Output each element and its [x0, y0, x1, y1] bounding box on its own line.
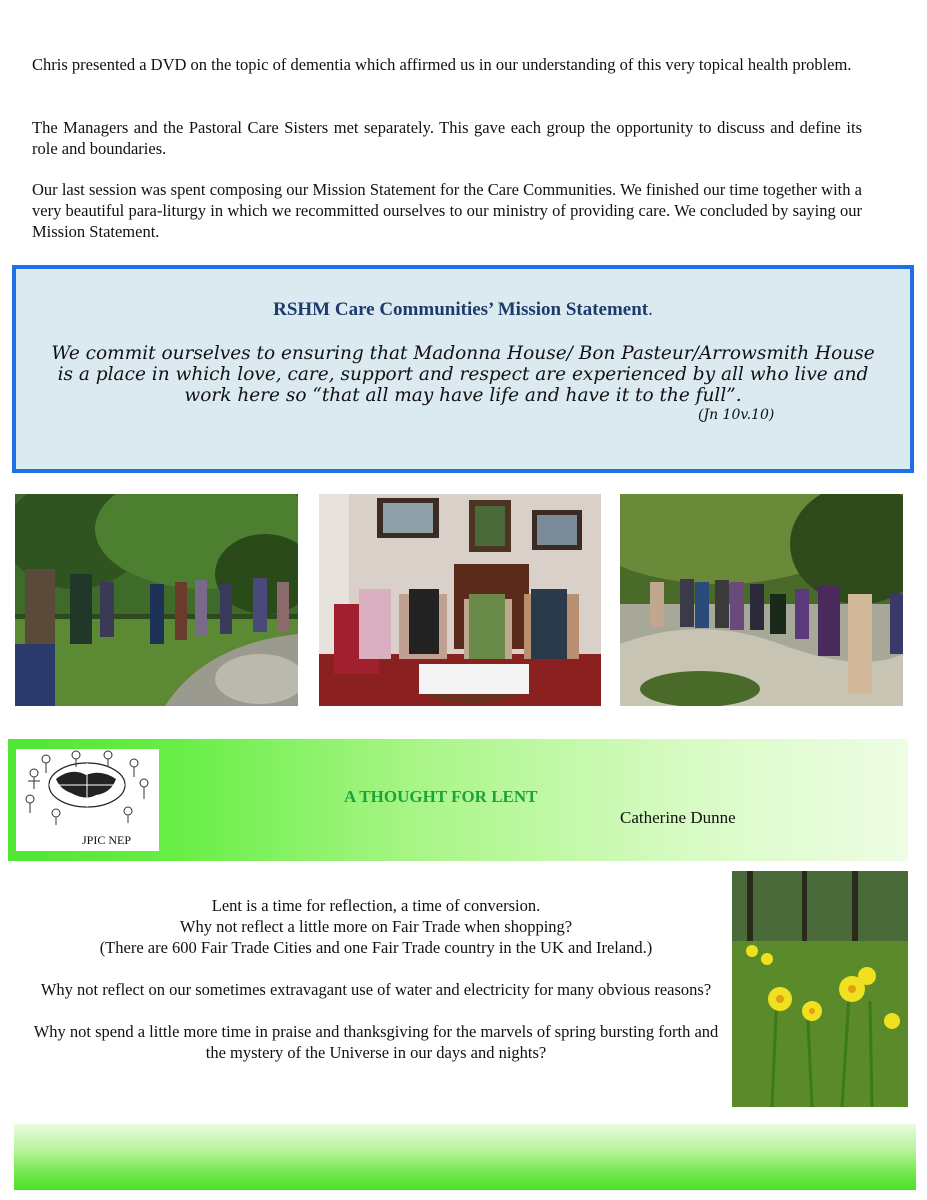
mission-title	[16, 299, 910, 321]
woodland-walk-photo	[620, 494, 903, 706]
mission-text: We commit ourselves to ensuring that Madonna House/ Bon Pasteur/Arrowsmith House is a place in which love, care, support and respect are experienced by all who live and work here so “that all may have life and have it to the full”.	[51, 343, 875, 406]
intro-paragraph-managers: The Managers and the Pastoral Care Sisters met separately. This gave each group the opportunity to discuss and define its role and boundaries.	[32, 118, 862, 158]
lent-title: A THOUGHT FOR LENT	[344, 787, 538, 806]
garden-gathering-photo	[15, 494, 298, 706]
lent-banner	[8, 739, 908, 861]
lent-line: Why not reflect a little more on Fair Trade when shopping?	[179, 917, 573, 936]
mission-statement-box	[12, 265, 914, 473]
lent-author: Catherine Dunne	[620, 808, 736, 827]
globe-with-people-icon	[16, 749, 159, 829]
footer-green-band	[14, 1124, 916, 1190]
lent-line: Why not spend a little more time in praise and thanksgiving for the marvels of spring bursting forth and the mystery of the Universe in our days and nights?	[33, 1022, 719, 1062]
jpic-nep-logo	[16, 749, 159, 851]
mission-title-suffix: .	[648, 299, 653, 320]
lent-line: Why not reflect on our sometimes extravagant use of water and electricity for many obvious reasons?	[40, 980, 712, 999]
mission-title-text: RSHM Care Communities’ Mission Statement	[273, 299, 649, 320]
sitting-room-photo	[319, 494, 601, 706]
intro-paragraph-mission: Our last session was spent composing our Mission Statement for the Care Communities. We finished our time together with a very beautiful para-liturgy in which we recommitted ourselves to our ministry of providing care. We concluded by saying our Mission Statement.	[32, 180, 862, 241]
daffodils-photo	[732, 871, 908, 1107]
lent-line: Lent is a time for reflection, a time of conversion.	[211, 896, 541, 915]
mission-reference: (Jn 10v.10)	[698, 407, 775, 423]
lent-reflection-text	[30, 895, 722, 1063]
jpic-nep-label: JPIC NEP	[82, 833, 132, 847]
intro-paragraph-dvd: Chris presented a DVD on the topic of dementia which affirmed us in our understanding of this very topical health problem.	[32, 55, 852, 74]
lent-line: (There are 600 Fair Trade Cities and one Fair Trade country in the UK and Ireland.)	[99, 938, 653, 957]
